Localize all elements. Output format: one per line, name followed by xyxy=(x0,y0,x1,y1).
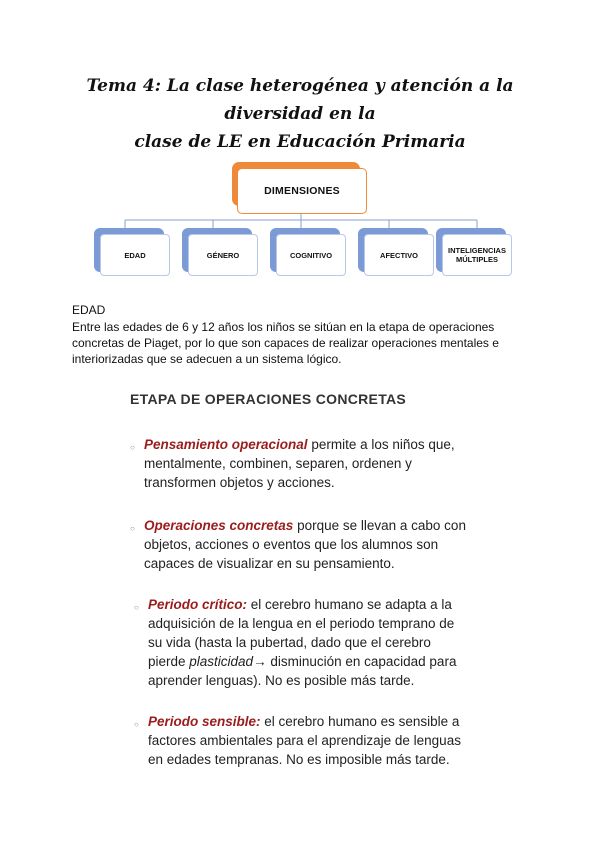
list-item xyxy=(130,435,470,492)
list-item xyxy=(134,595,470,690)
root-node: DIMENSIONES xyxy=(237,168,367,214)
bullet-icon: ○ xyxy=(130,443,135,452)
bullet-icon: ○ xyxy=(134,603,139,612)
item-emphasis: plasticidad xyxy=(189,654,254,669)
page-title xyxy=(40,72,560,156)
item-text-before: el cerebro humano se adapta a la adquisición de la lengua en el periodo temprano de su vida (hasta la pubertad, dado que el cerebro pierde xyxy=(148,597,455,669)
item-text: el cerebro humano es sensible a factores ambientales para el aprendizaje de lenguas en edades tempranas. No es imposible más tarde. xyxy=(148,714,461,767)
item-text: porque se llevan a cabo con objetos, acciones o eventos que los alumnos son capaces de visualizar en su pensamiento. xyxy=(144,518,466,571)
page-title-line2: clase de LE en Educación Primaria xyxy=(134,132,466,152)
item-term: Periodo sensible: xyxy=(148,714,261,729)
bullet-icon: ○ xyxy=(130,524,135,533)
child-node-inteligencias: INTELIGENCIAS MÚLTIPLES xyxy=(442,234,512,276)
arrow-icon: → xyxy=(253,654,267,669)
item-text-after: disminución en capacidad para aprender lenguas). No es posible más tarde. xyxy=(148,654,457,688)
child-node-edad: EDAD xyxy=(100,234,170,276)
stage-title: ETAPA DE OPERACIONES CONCRETAS xyxy=(130,391,407,407)
page-title-line1: Tema 4: La clase heterogénea y atención a la diversidad en la xyxy=(86,76,514,124)
section-heading: EDAD xyxy=(72,303,106,317)
bullet-icon: ○ xyxy=(134,720,139,729)
list-item xyxy=(134,712,470,769)
item-text: permite a los niños que, mentalmente, combinen, separen, ordenen y transformen objetos y acciones. xyxy=(144,437,455,490)
section-paragraph: Entre las edades de 6 y 12 años los niños se sitúan en la etapa de operaciones concretas de Piaget, por lo que son capaces de realizar operaciones mentales e interiorizadas que se adecuen a un sistema lógico. xyxy=(72,320,499,366)
child-node-afectivo: AFECTIVO xyxy=(364,234,434,276)
child-node-cognitivo: COGNITIVO xyxy=(276,234,346,276)
item-term: Operaciones concretas xyxy=(144,518,294,533)
item-term: Periodo crítico: xyxy=(148,597,248,612)
item-term: Pensamiento operacional xyxy=(144,437,308,452)
child-node-genero: GÉNERO xyxy=(188,234,258,276)
list-item xyxy=(130,516,470,573)
dimensions-diagram xyxy=(90,162,510,282)
